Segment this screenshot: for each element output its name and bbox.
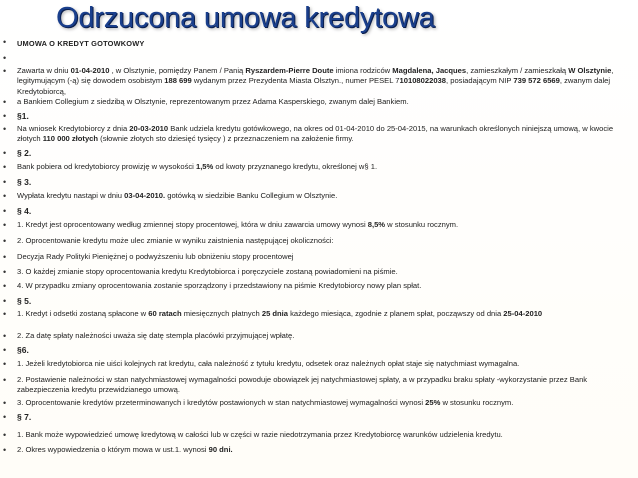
bold-fragment: 110 000 złotych xyxy=(42,134,101,144)
text-fragment: Bank pobiera od kredytobiorcy prowizję w wysokości xyxy=(17,162,196,171)
section-heading xyxy=(17,177,628,187)
bullet-icon: • xyxy=(3,220,7,230)
bold-fragment: 03-04-2010. xyxy=(124,191,166,200)
bold-fragment: §6. xyxy=(17,345,29,355)
paragraph-text xyxy=(17,445,628,455)
paragraph-text xyxy=(17,66,628,97)
bold-fragment: 25-04-2010 xyxy=(503,309,543,318)
bullet-icon: • xyxy=(3,430,7,440)
text-fragment: a Bankiem Collegium z siedzibą w Olsztynie, reprezentowanym przez Adama Kasperskiego, zwanym dalej Bankiem. xyxy=(17,97,409,106)
bullet-icon: • xyxy=(3,97,7,107)
bullet-icon: • xyxy=(3,267,7,277)
bold-fragment: 188 699 xyxy=(164,76,194,86)
paragraph-text xyxy=(17,398,628,408)
section-heading xyxy=(17,412,628,422)
bullet-icon: • xyxy=(3,37,7,47)
page-title: Odrzucona umowa kredytowa xyxy=(56,2,435,34)
text-fragment: , w Olsztynie, pomiędzy Panem / Panią xyxy=(111,66,246,75)
bold-fragment: 90 dni. xyxy=(208,445,233,454)
text-fragment: 1. Bank może wypowiedzieć umowę kredytową w całości lub w części w razie niedotrzymania przez Kredytobiorcę warunków udzielenia kredytu. xyxy=(17,430,503,439)
text-fragment: 1. Kredyt jest oprocentowany według zmiennej stopy procentowej, która w dniu zawarcia umowy wynosi xyxy=(17,220,368,229)
bullet-icon: • xyxy=(3,309,7,319)
paragraph-text xyxy=(17,267,628,277)
paragraph-text xyxy=(17,236,628,246)
bullet-icon: • xyxy=(3,124,7,134)
text-fragment: imiona rodziców xyxy=(335,66,393,75)
bold-fragment: 25% xyxy=(425,398,441,407)
section-heading xyxy=(17,111,628,121)
bullet-icon: • xyxy=(3,53,7,63)
bullet-icon: • xyxy=(3,296,7,306)
paragraph-text xyxy=(17,375,628,396)
text-fragment: każdego miesiąca, zgodnie z planem spłat, począwszy od dnia xyxy=(288,309,504,318)
paragraph-text xyxy=(17,281,628,291)
text-fragment: , posiadającym NIP xyxy=(446,76,514,86)
section-heading xyxy=(17,345,628,355)
text-fragment: Zawarta w dniu xyxy=(17,66,71,75)
bullet-icon: • xyxy=(3,162,7,172)
text-fragment: 4. W przypadku zmiany oprocentowania zostanie sporządzony i przedstawiony na piśmie Kredytobiorcy nowy plan spłat. xyxy=(17,281,422,290)
bold-fragment: 20-03-2010 xyxy=(129,124,171,133)
bullet-icon: • xyxy=(3,111,7,121)
bold-fragment: 8,5% xyxy=(367,220,386,229)
bullet-icon: • xyxy=(3,148,7,158)
bold-fragment: W Olsztynie xyxy=(568,66,612,75)
bold-fragment: 60 ratach xyxy=(148,309,182,318)
paragraph-text xyxy=(17,252,628,262)
bullet-icon: • xyxy=(3,398,7,408)
text-fragment: od kwoty przyznanego kredytu, określonej w§ 1. xyxy=(213,162,378,171)
document-subtitle: UMOWA O KREDYT GOTOWKOWY xyxy=(17,39,145,48)
text-fragment: , zamieszkałym / zamieszkałą xyxy=(466,66,569,75)
text-fragment: (słownie złotych sto dziesięć tysięcy ) z przeznaczeniem na założenie firmy. xyxy=(100,134,354,144)
bullet-icon: • xyxy=(3,206,7,216)
text-fragment: 2. Oprocentowanie kredytu może ulec zmianie w wyniku zaistnienia następującej okoliczności: xyxy=(17,236,334,245)
paragraph-text xyxy=(17,359,628,369)
bullet-icon: • xyxy=(3,191,7,201)
bold-fragment: § 7. xyxy=(17,412,32,422)
bold-fragment: § 2. xyxy=(17,148,32,158)
bullet-icon: • xyxy=(3,177,7,187)
bold-fragment: 739 572 6569 xyxy=(513,76,560,86)
paragraph-text xyxy=(17,430,628,440)
text-fragment: Decyzja Rady Polityki Pieniężnej o podwyższeniu lub obniżeniu stopy procentowej xyxy=(17,252,294,261)
text-fragment: miesięcznych płatnych xyxy=(181,309,262,318)
text-fragment: gotówką w siedzibie Banku Collegium w Olsztynie. xyxy=(165,191,338,200)
bold-fragment: § 5. xyxy=(17,296,32,306)
bold-fragment: § 4. xyxy=(17,206,32,216)
text-fragment: , zwanym dalej Kredytobiorcą, xyxy=(17,76,611,96)
bold-fragment: 01-04-2010 xyxy=(70,66,112,75)
bold-fragment: 10108022038 xyxy=(399,76,446,86)
section-heading xyxy=(17,296,628,306)
text-fragment: 1. Kredyt i odsetki zostaną spłacone w xyxy=(17,309,149,318)
paragraph-text xyxy=(17,331,628,341)
text-fragment: 3. O każdej zmianie stopy oprocentowania kredytu Kredytobiorca i poręczyciele zostaną powiadomieni na piśmie. xyxy=(17,267,398,276)
bullet-icon: • xyxy=(3,252,7,262)
bullet-icon: • xyxy=(3,331,7,341)
bullet-icon: • xyxy=(3,236,7,246)
bold-fragment: §1. xyxy=(17,111,29,121)
section-heading xyxy=(17,206,628,216)
bullet-icon: • xyxy=(3,445,7,455)
paragraph-text xyxy=(17,309,628,319)
bold-fragment: § 3. xyxy=(17,177,32,187)
text-fragment: 2. Postawienie należności w stan natychmiastowej wymagalności powoduje obowiązek jej natychmiastowej spłaty, a w przypadku braku spłaty -wykorzystanie przez Bank zabezpieczenia kredytu przewidzianego umową. xyxy=(17,375,588,395)
bullet-icon: • xyxy=(3,66,7,76)
paragraph-text xyxy=(17,220,628,230)
text-fragment: w stosunku rocznym. xyxy=(440,398,514,407)
bullet-icon: • xyxy=(3,375,7,385)
bold-fragment: 1,5% xyxy=(195,162,214,171)
text-fragment: Na wniosek Kredytobiorcy z dnia xyxy=(17,124,130,133)
text-fragment: 2. Okres wypowiedzenia o którym mowa w ust.1. wynosi xyxy=(17,445,209,454)
text-fragment: 3. Oprocentowanie kredytów przeterminowanych i kredytów postawionych w stan natychmiastowej wymagalności wynosi xyxy=(17,398,426,407)
bullet-icon: • xyxy=(3,359,7,369)
text-fragment: 1. Jeżeli kredytobiorca nie uiści kolejnych rat kredytu, cała należność z tytułu kredytu, odsetek oraz należnych opłat staje się natychmiast wymagalna. xyxy=(17,359,520,368)
bold-fragment: 25 dnia xyxy=(261,309,289,318)
section-heading xyxy=(17,148,628,158)
bullet-icon: • xyxy=(3,412,7,422)
paragraph-text xyxy=(17,162,628,172)
text-fragment: , legitymującym (-ą) się dowodem osobistym xyxy=(17,66,614,86)
bullet-icon: • xyxy=(3,345,7,355)
bold-fragment: Magdalena, Jacques xyxy=(392,66,467,75)
text-fragment: wydanym przez Prezydenta Miasta Olsztyn., numer PESEL 7 xyxy=(193,76,400,86)
text-fragment: w stosunku rocznym. xyxy=(385,220,459,229)
bold-fragment: Ryszardem-Pierre Doute xyxy=(245,66,336,75)
text-fragment: 2. Za datę spłaty należności uważa się datę stempla placówki przyjmującej wpłatę. xyxy=(17,331,295,340)
bullet-icon: • xyxy=(3,281,7,291)
paragraph-text xyxy=(17,191,628,201)
paragraph-text xyxy=(17,97,628,107)
text-fragment: Bank udziela kredytu gotówkowego, na okres od 01-04-2010 do 25-04-2015, na warunkach określonych niniejszą umową, w kwocie złotych xyxy=(17,124,614,144)
paragraph-text xyxy=(17,124,628,145)
text-fragment: Wypłata kredytu nastąpi w dniu xyxy=(17,191,125,200)
